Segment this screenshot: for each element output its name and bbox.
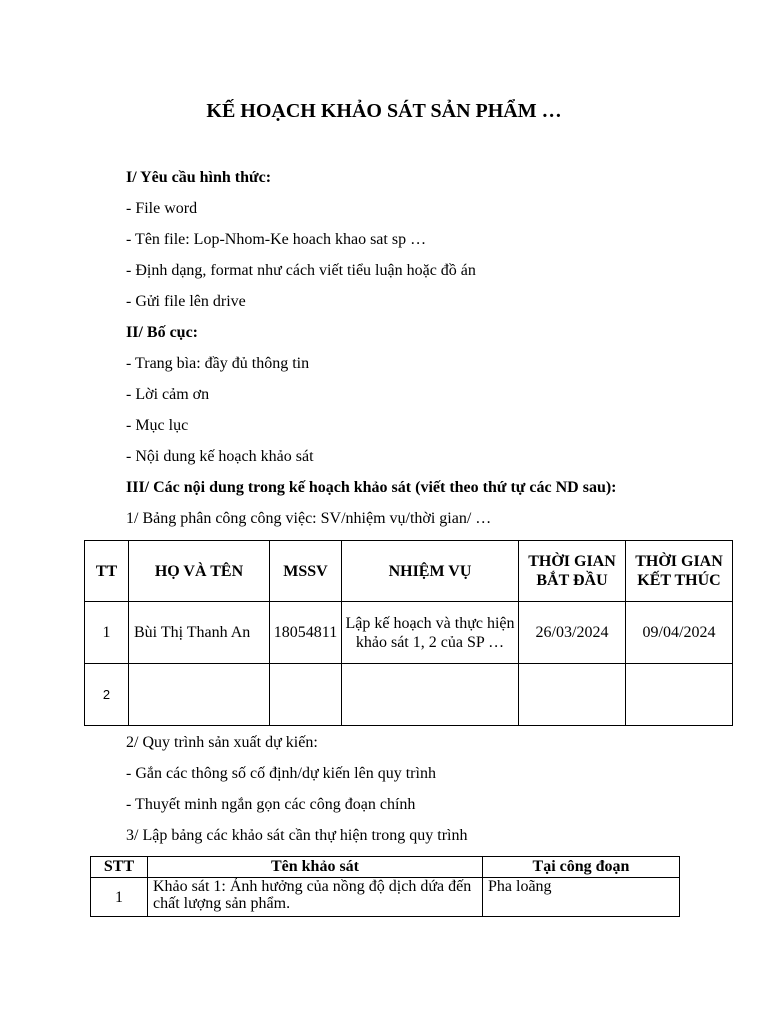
cell-start: 26/03/2024 bbox=[519, 602, 626, 664]
subsection-3: 3/ Lập bảng các khảo sát cần thự hiện trong quy trình bbox=[126, 827, 468, 844]
table-row bbox=[85, 664, 733, 726]
header-stage: Tại công đoạn bbox=[483, 857, 680, 878]
list-item: - Định dạng, format như cách viết tiểu luận hoặc đồ án bbox=[126, 262, 476, 279]
header-tt: TT bbox=[85, 541, 129, 602]
list-item: - Trang bìa: đầy đủ thông tin bbox=[126, 355, 310, 372]
header-task: NHIỆM VỤ bbox=[342, 541, 519, 602]
cell-stt: 1 bbox=[91, 878, 148, 917]
table-row bbox=[91, 878, 680, 917]
cell-survey-name: Khảo sát 1: Ảnh hưởng của nồng độ dịch dứa đến chất lượng sản phẩm. bbox=[148, 878, 483, 917]
assignment-table bbox=[84, 540, 733, 726]
cell-name bbox=[129, 664, 270, 726]
table-header-row bbox=[91, 857, 680, 878]
list-item: - Thuyết minh ngắn gọn các công đoạn chính bbox=[126, 796, 416, 813]
list-item: - Gửi file lên drive bbox=[126, 293, 246, 310]
header-start-time: THỜI GIAN BẮT ĐẦU bbox=[519, 541, 626, 602]
header-mssv: MSSV bbox=[270, 541, 342, 602]
cell-mssv: 18054811 bbox=[270, 602, 342, 664]
document-title: KẾ HOẠCH KHẢO SÁT SẢN PHẨM … bbox=[206, 100, 562, 122]
subsection-1: 1/ Bảng phân công công việc: SV/nhiệm vụ/thời gian/ … bbox=[126, 510, 492, 527]
list-item: - Tên file: Lop-Nhom-Ke hoach khao sat sp … bbox=[126, 231, 427, 248]
cell-tt: 1 bbox=[85, 602, 129, 664]
cell-task: Lập kế hoạch và thực hiện khảo sát 1, 2 của SP … bbox=[342, 602, 519, 664]
header-survey-name: Tên khảo sát bbox=[148, 857, 483, 878]
list-item: - Mục lục bbox=[126, 417, 189, 434]
section3-heading: III/ Các nội dung trong kế hoạch khảo sát (viết theo thứ tự các ND sau): bbox=[126, 479, 617, 496]
cell-tt: 2 bbox=[85, 664, 129, 726]
cell-mssv bbox=[270, 664, 342, 726]
list-item: - Lời cảm ơn bbox=[126, 386, 210, 403]
list-item: - Nội dung kế hoạch khảo sát bbox=[126, 448, 314, 465]
survey-table bbox=[90, 856, 680, 917]
cell-task bbox=[342, 664, 519, 726]
header-name: HỌ VÀ TÊN bbox=[129, 541, 270, 602]
cell-name: Bùi Thị Thanh An bbox=[129, 602, 270, 664]
header-stt: STT bbox=[91, 857, 148, 878]
cell-stage: Pha loãng bbox=[483, 878, 680, 917]
table-header-row bbox=[85, 541, 733, 602]
cell-end: 09/04/2024 bbox=[626, 602, 733, 664]
list-item: - Gắn các thông số cố định/dự kiến lên quy trình bbox=[126, 765, 436, 782]
list-item: - File word bbox=[126, 200, 198, 217]
subsection-2: 2/ Quy trình sản xuất dự kiến: bbox=[126, 734, 318, 751]
cell-start bbox=[519, 664, 626, 726]
header-end-time: THỜI GIAN KẾT THÚC bbox=[626, 541, 733, 602]
table-row bbox=[85, 602, 733, 664]
cell-end bbox=[626, 664, 733, 726]
section2-heading: II/ Bố cục: bbox=[126, 324, 198, 341]
section1-heading: I/ Yêu cầu hình thức: bbox=[126, 169, 272, 186]
